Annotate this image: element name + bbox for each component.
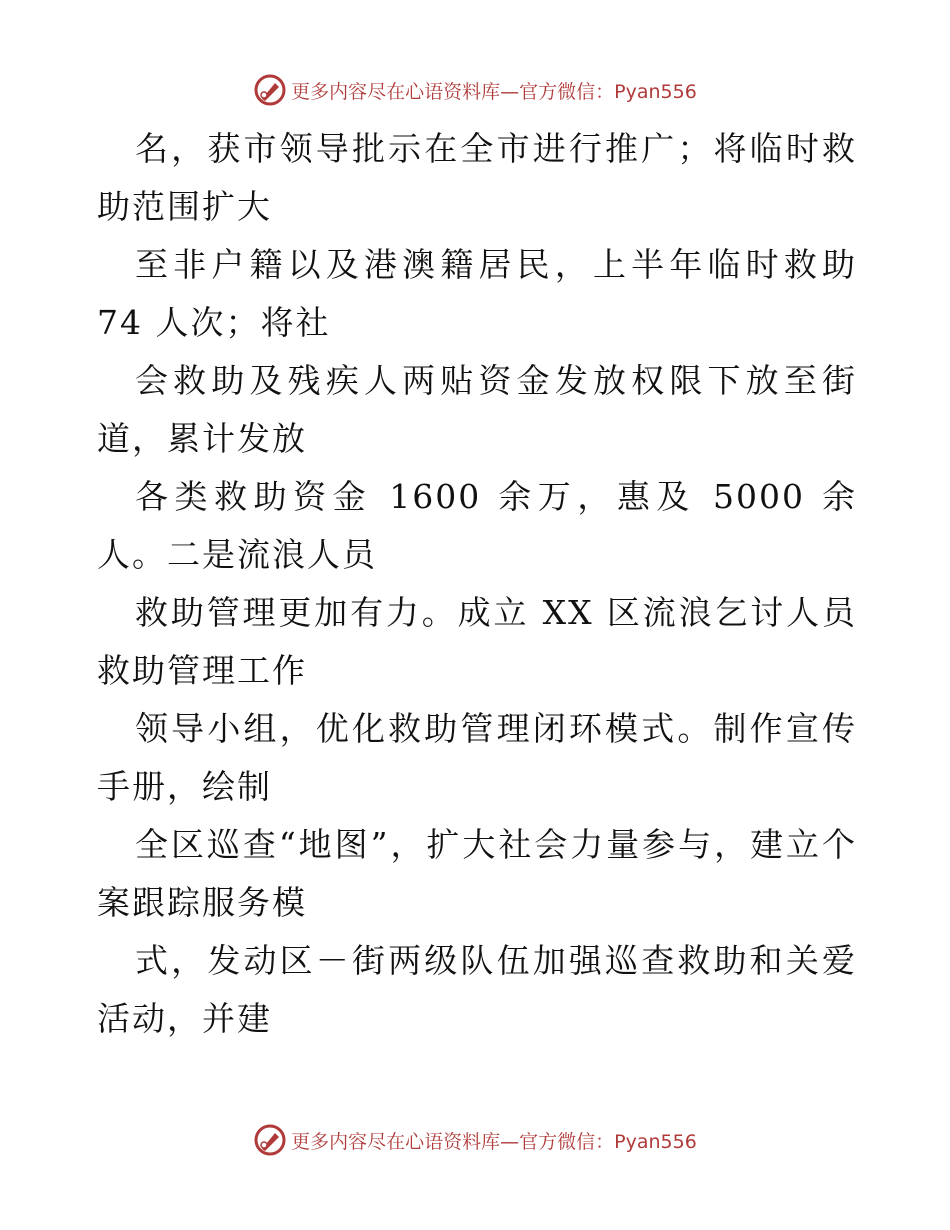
document-body — [97, 120, 857, 1048]
paragraph: 全区巡查“地图”，扩大社会力量参与，建立个案跟踪服务模 — [97, 825, 857, 922]
paragraph: 救助管理更加有力。成立 XX 区流浪乞讨人员救助管理工作 — [97, 593, 857, 690]
paragraph: 名，获市领导批示在全市进行推广；将临时救助范围扩大 — [97, 129, 857, 226]
header-banner-text: 更多内容尽在心语资料库—官方微信：Pyan556 — [291, 80, 697, 103]
paragraph: 式，发动区－街两级队伍加强巡查救助和关爱活动，并建 — [97, 941, 857, 1038]
header-banner — [0, 70, 950, 110]
paragraph: 至非户籍以及港澳籍居民，上半年临时救助 74 人次；将社 — [97, 245, 857, 342]
pen-nib-logo-icon — [253, 73, 287, 107]
paragraph: 会救助及残疾人两贴资金发放权限下放至街道，累计发放 — [97, 361, 857, 458]
paragraph: 领导小组，优化救助管理闭环模式。制作宣传手册，绘制 — [97, 709, 857, 806]
footer-banner-text: 更多内容尽在心语资料库—官方微信：Pyan556 — [291, 1130, 697, 1153]
paragraph: 各类救助资金 1600 余万，惠及 5000 余人。二是流浪人员 — [97, 477, 857, 574]
pen-nib-logo-icon — [253, 1123, 287, 1157]
footer-banner — [0, 1120, 950, 1160]
